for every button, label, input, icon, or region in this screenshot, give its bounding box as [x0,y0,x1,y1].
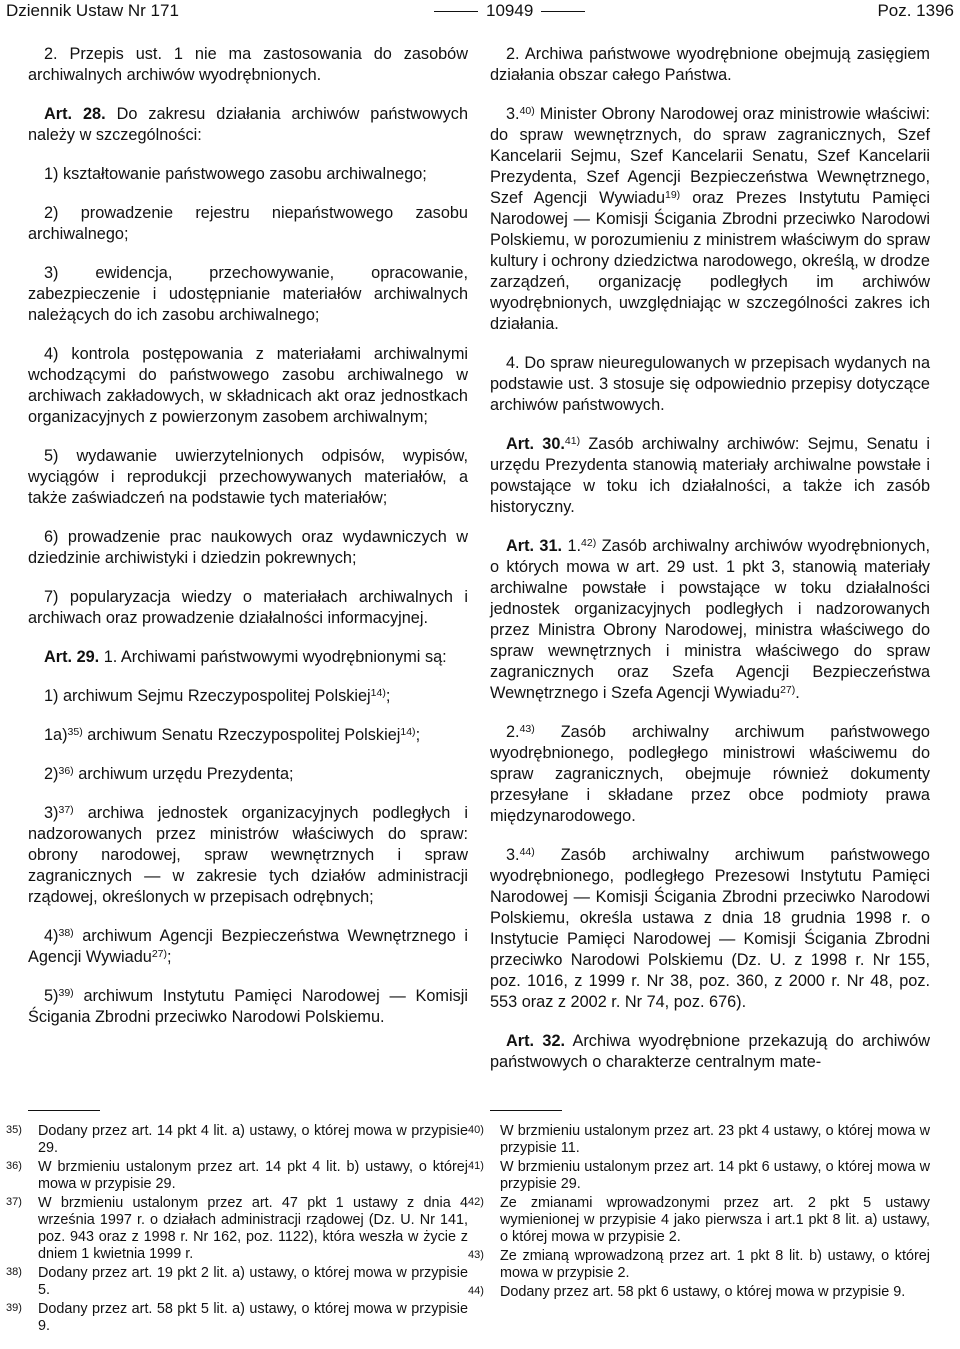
paragraph-text: ; [415,726,421,744]
footnote-number: 39) [6,1302,22,1314]
paragraph-text: archiwum Agencji Bezpieczeństwa Wewnętrznego i Agencji Wywiadu [28,927,468,966]
footnote-ref: 19) [665,189,681,202]
footnote-number: 43) [468,1249,484,1261]
paragraph [490,1031,930,1073]
paragraph [28,764,468,785]
footnote-ref: 39) [58,987,74,1000]
dash-right [541,11,585,12]
footnote-text: Dodany przez art. 19 pkt 2 lit. a) ustawy, o której mowa w przypisie 5. [38,1265,468,1298]
footnote-ref: 42) [581,537,597,550]
paragraph [490,722,930,827]
footnote-ref: 27) [151,948,168,961]
paragraph-text: 1. Archiwami państwowymi wyodrębnionymi są: [99,648,447,666]
paragraph: 4. Do spraw nieuregulowanych w przepisach wydanych na podstawie ust. 3 stosuje się odpowiednio przepisy dotyczące archiwów państwowych. [490,354,930,414]
footnote [6,1301,468,1335]
footnote-ref: 40) [519,105,535,118]
paragraph [28,926,468,968]
dash-left [434,11,478,12]
paragraph: 2. Przepis ust. 1 nie ma zastosowania do zasobów archiwalnych archiwów wyodrębnionych. [28,45,468,84]
paragraph-text: Zasób archiwalny archiwum państwowego wyodrębnionego, podległego Prezesowi Instytutu Pamięci Narodowej — Komisji Ścigania Zbrodni przeciwko Narodowi Polskiemu, określa ustawa z dnia 18 grudnia 1998 r. o Instytucie Pamięci Narodowej — Komisji Ścigania Zbrodni przeciwko Narodowi Polskiemu (Dz. U. z 1998 r. Nr 155, poz. 1016, z 1999 r. Nr 38, poz. 360, z 2000 r. Nr 48, poz. 553 oraz z 2002 r. Nr 74, poz. 676). [490,846,930,1011]
page-number-text: 10949 [486,1,534,20]
paragraph-text: 2) [44,765,59,783]
paragraph: 6) prowadzenie prac naukowych oraz wydawniczych w dziedzinie archiwistyki i dziedzin pokrewnych; [28,528,468,567]
footnote [468,1195,930,1246]
footnote [468,1248,930,1282]
article-number: Art. 30. [506,435,565,453]
footnote [6,1195,468,1263]
footnote-number: 40) [468,1124,484,1136]
paragraph-text: archiwum Senatu Rzeczypospolitej Polskiej [82,726,401,744]
footnote-number: 38) [6,1266,22,1278]
paragraph-text: ; [167,948,172,966]
footnote-ref: 37) [58,804,74,817]
paragraph-text: archiwa jednostek organizacyjnych podległych i nadzorowanych przez ministrów właściwych do spraw: obrony narodowej, spraw wewnętrznych i spraw zagranicznych — w zakresie tych działów administracji rządowej, określonych w przepisach odrębnych; [28,804,468,906]
paragraph-text: Zasób archiwalny archiwów wyodrębnionych, o których mowa w art. 29 ust. 1 pkt 3, stanowią materiały archiwalne powstałe i powstające w toku działalności jednostek organizacyjnych podległych i nadzorowanych przez Ministra Obrony Narodowej, ministra właściwego do spraw wewnętrznych i ministra właściwego do spraw zagranicznych oraz Szefa Agencji Bezpieczeństwa Wewnętrznego i Szefa Agencji Wywiadu [490,537,930,702]
footnote-number: 36) [6,1160,22,1172]
paragraph-text: 3) [44,804,59,822]
footnote-text: W brzmieniu ustalonym przez art. 23 pkt 4 ustawy, o której mowa w przypisie 11. [500,1123,930,1156]
paragraph-text: 3. [506,105,520,123]
footnote-number: 42) [468,1196,484,1208]
article-number: Art. 29. [44,648,100,666]
paragraph: 2. Archiwa państwowe wyodrębnione obejmują zasięgiem działania obszar całego Państwa. [490,45,930,84]
paragraph [490,845,930,1013]
footnote [6,1123,468,1157]
paragraph [28,986,468,1028]
footnote-text: Ze zmianami wprowadzonymi przez art. 2 pkt 5 ustawy wymienionej w przypisie 4 jako pierwsza i art.1 pkt 8 lit. a) ustawy, o której mowa w przypisie 2. [500,1195,930,1245]
footnote-number: 37) [6,1196,22,1208]
paragraph-text: Zasób archiwalny archiwum państwowego wyodrębnionego, podległego ministrowi właściwemu do spraw zagranicznych, obejmuje również dokumenty przesyłane i składane przez obce podmioty prawa międzynarodowego. [490,723,930,825]
paragraph-text: 2. [506,723,520,741]
paragraph [28,803,468,908]
page-number [426,0,593,22]
footnotes-right [468,1110,930,1303]
paragraph [28,104,468,146]
paragraph-text: archiwum Instytutu Pamięci Narodowej — Komisji Ścigania Zbrodni przeciwko Narodowi Polskiemu. [28,987,468,1026]
paragraph: 7) popularyzacja wiedzy o materiałach archiwalnych i archiwach oraz prowadzenie działalności informacyjnej. [28,588,468,627]
left-column [28,44,468,1046]
paragraph: 3) ewidencja, przechowywanie, opracowanie, zabezpieczenie i udostępnianie materiałów archiwalnych należących do ich zasobu archiwalnego; [28,264,468,324]
footnote-ref: 35) [67,726,83,739]
paragraph [490,536,930,704]
footnote [6,1159,468,1193]
journal-title: Dziennik Ustaw Nr 171 [6,1,179,20]
paragraph-text: 1a) [44,726,68,744]
paragraph-text: Minister Obrony Narodowej oraz ministrowie właściwi: do spraw wewnętrznych, do spraw zagranicznych, Szef Kancelarii Sejmu, Szef Kancelarii Senatu, Szef Kancelarii Prezydenta, Szef Agencji Bezpieczeństwa Wewnętrznego, Szef Agencji Wywiadu [490,105,930,207]
footnote-ref: 36) [58,765,74,778]
paragraph [490,104,930,335]
footnote-rule [28,1110,100,1111]
article-number: Art. 31. [506,537,563,555]
footnote-text: Ze zmianą wprowadzoną przez art. 1 pkt 8 lit. b) ustawy, o której mowa w przypisie 2. [500,1248,930,1281]
footnote-ref: 14) [400,726,416,739]
paragraph: 2) prowadzenie rejestru niepaństwowego zasobu archiwalnego; [28,204,468,243]
footnote-ref: 14) [370,687,386,700]
footnote-ref: 41) [564,435,581,448]
footnote-text: Dodany przez art. 14 pkt 4 lit. a) ustawy, o której mowa w przypisie 29. [38,1123,468,1156]
page-header [6,0,954,22]
footnote [468,1284,930,1301]
footnote-rule [490,1110,562,1111]
paragraph-text: . [795,684,800,702]
paragraph-text: Zasób archiwalny archiwów: Sejmu, Senatu i urzędu Prezydenta stanowią materiały archiwalne powstałe i powstające w toku ich działalności, a także ich zasób historyczny. [490,435,930,516]
footnote-ref: 43) [519,723,535,736]
paragraph [490,434,930,518]
paragraph: 5) wydawanie uwierzytelnionych odpisów, wypisów, wyciągów i reprodukcji przechowywanych materiałów, a także zaświadczeń na podstawie tych materiałów; [28,447,468,507]
paragraph-text: 1. [562,537,582,555]
paragraph-text: oraz Prezes Instytutu Pamięci Narodowej — Komisji Ścigania Zbrodni przeciwko Narodowi Polskiemu, w porozumieniu z ministrem właściwym do spraw kultury i ochrony dziedzictwa narodowego, określą, w drodze zarządzeń, organizację podległych im archiwów wyodrębnionych, uwzględniając w szczególności zakres ich działania. [490,189,930,333]
footnote-text: W brzmieniu ustalonym przez art. 14 pkt 4 lit. b) ustawy, o której mowa w przypisie 29. [38,1159,468,1192]
paragraph-text: 5) [44,987,59,1005]
paragraph-text: archiwum urzędu Prezydenta; [73,765,294,783]
article-number: Art. 28. [44,105,106,123]
footnote-number: 35) [6,1124,22,1136]
paragraph-text: Do zakresu działania archiwów państwowych należy w szczególności: [28,105,468,144]
footnote-ref: 38) [58,927,74,940]
footnote-number: 41) [468,1160,484,1172]
footnotes-left [6,1110,468,1337]
footnote [6,1265,468,1299]
paragraph [28,725,468,746]
paragraph-text: Archiwa wyodrębnione przekazują do archiwów państwowych o charakterze centralnym mate- [490,1032,930,1071]
footnote-text: Dodany przez art. 58 pkt 6 ustawy, o której mowa w przypisie 9. [500,1284,906,1300]
paragraph: 1) kształtowanie państwowego zasobu archiwalnego; [44,165,427,183]
paragraph-text: 4) [44,927,59,945]
footnote-number: 44) [468,1285,484,1297]
paragraph: 4) kontrola postępowania z materiałami archiwalnymi wchodzącymi do państwowego zasobu archiwalnego w archiwach zakładowych, w składnicach akt oraz jednostkach organizacyjnych z powierzonym zasobem archiwalnym; [28,345,468,426]
paragraph-text: 3. [506,846,520,864]
paragraph [28,647,468,668]
paragraph-text: 1) archiwum Sejmu Rzeczypospolitej Polskiej [44,687,371,705]
footnote-ref: 27) [780,684,796,697]
position-number: Poz. 1396 [877,1,954,20]
article-number: Art. 32. [506,1032,566,1050]
footnote-text: W brzmieniu ustalonym przez art. 14 pkt 6 ustawy, o której mowa w przypisie 29. [500,1159,930,1192]
right-column [490,44,930,1091]
paragraph [28,686,468,707]
paragraph-text: ; [385,687,391,705]
footnote [468,1123,930,1157]
footnote-text: Dodany przez art. 58 pkt 5 lit. a) ustawy, o której mowa w przypisie 9. [38,1301,468,1334]
footnote [468,1159,930,1193]
footnote-ref: 44) [519,846,535,859]
footnote-text: W brzmieniu ustalonym przez art. 47 pkt 1 ustawy z dnia 4 września 1997 r. o działach administracji rządowej (Dz. U. Nr 141, poz. 943 oraz z 1998 r. Nr 162, poz. 1122), która weszła w życie z dniem 1 kwietnia 1999 r. [38,1195,468,1262]
